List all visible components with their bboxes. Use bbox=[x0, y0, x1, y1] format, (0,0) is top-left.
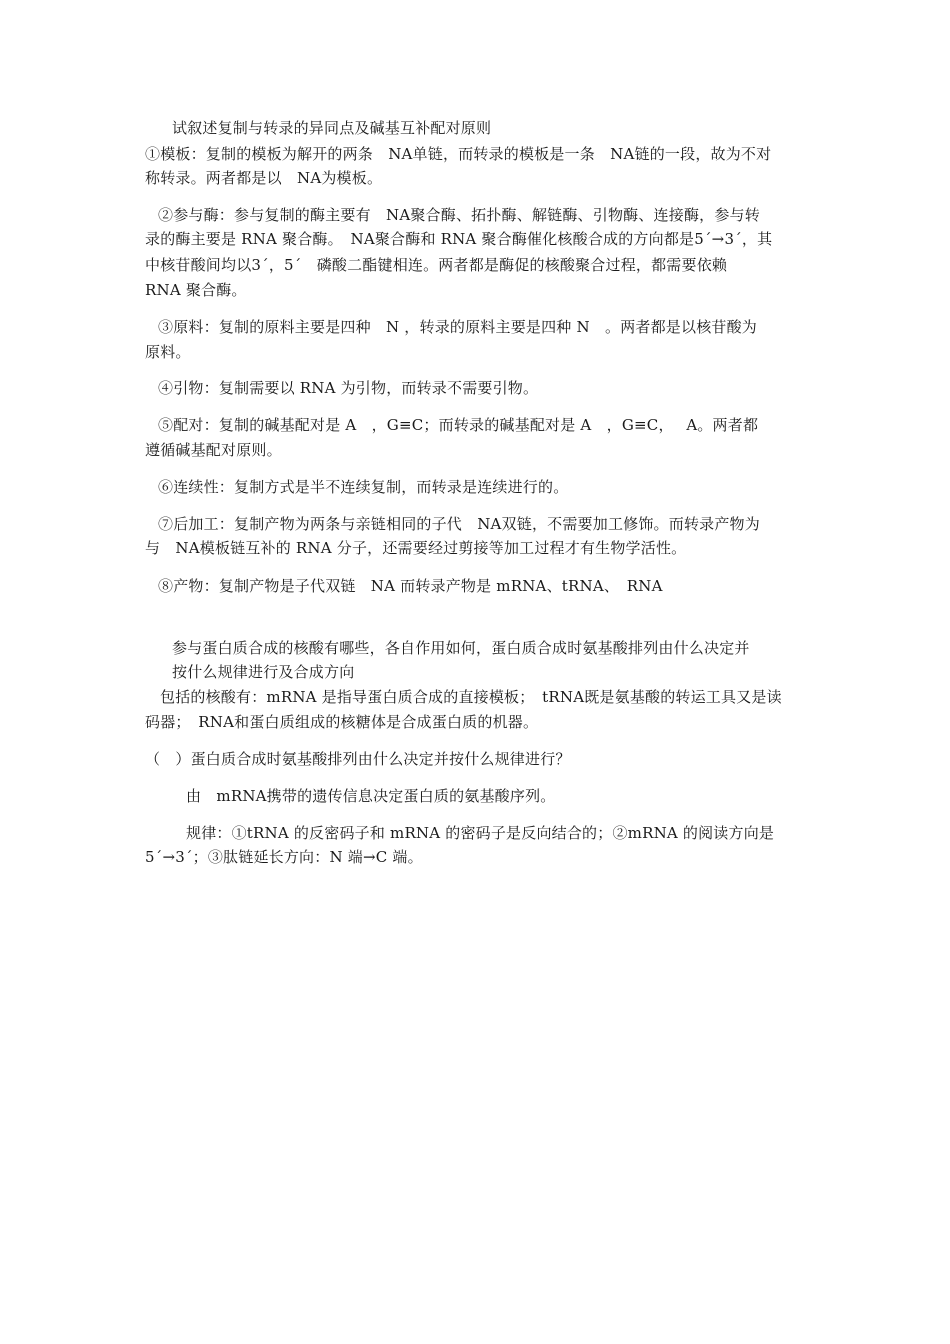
para-enzymes-line3: 中核苷酸间均以3ˊ，5ˊ 磷酸二酯键相连。两者都是酶促的核酸聚合过程，都需要依赖 bbox=[145, 256, 728, 274]
answer-mrna-info: 由 mRNA携带的遗传信息决定蛋白质的氨基酸序列。 bbox=[186, 787, 556, 805]
para-nucleic-acids-line1: 包括的核酸有：mRNA 是指导蛋白质合成的直接模板； tRNA既是氨基酸的转运工具又是读 bbox=[160, 688, 782, 706]
section1-title: 试叙述复制与转录的异同点及碱基互补配对原则 bbox=[172, 119, 492, 137]
para-products: ⑧产物：复制产物是子代双链 NA 而转录产物是 mRNA、tRNA、 RNA bbox=[158, 577, 663, 595]
question-amino-acid-order: （ ）蛋白质合成时氨基酸排列由什么决定并按什么规律进行？ bbox=[145, 750, 571, 768]
para-continuity: ⑥连续性：复制方式是半不连续复制，而转录是连续进行的。 bbox=[158, 478, 569, 496]
para-template-line2: 称转录。两者都是以 NA为模板。 bbox=[145, 169, 383, 187]
answer-rules-line2: 5ˊ→3ˊ；③肽链延长方向：N 端→C 端。 bbox=[145, 848, 423, 866]
para-pairing-line1: ⑤配对：复制的碱基配对是 A ，G≡C；而转录的碱基配对是 A ，G≡C， A。两者都 bbox=[158, 416, 759, 434]
para-pairing-line2: 遵循碱基配对原则。 bbox=[145, 441, 282, 459]
para-enzymes-line1: ②参与酶：参与复制的酶主要有 NA聚合酶、拓扑酶、解链酶、引物酶、连接酶，参与转 bbox=[158, 206, 760, 224]
para-nucleic-acids-line2: 码器； RNA和蛋白质组成的核糖体是合成蛋白质的机器。 bbox=[145, 713, 539, 731]
para-enzymes-line4: RNA 聚合酶。 bbox=[145, 281, 247, 299]
para-materials-line2: 原料。 bbox=[145, 343, 191, 361]
para-materials-line1: ③原料：复制的原料主要是四种 N ，转录的原料主要是四种 N 。两者都是以核苷酸为 bbox=[158, 318, 757, 336]
para-primer: ④引物：复制需要以 RNA 为引物，而转录不需要引物。 bbox=[158, 379, 539, 397]
para-processing-line1: ⑦后加工：复制产物为两条与亲链相同的子代 NA双链，不需要加工修饰。而转录产物为 bbox=[158, 515, 760, 533]
answer-rules-line1: 规律：①tRNA 的反密码子和 mRNA 的密码子是反向结合的；②mRNA 的阅读方向是 bbox=[186, 824, 775, 842]
section2-title-line2: 按什么规律进行及合成方向 bbox=[172, 663, 355, 681]
para-processing-line2: 与 NA模板链互补的 RNA 分子，还需要经过剪接等加工过程才有生物学活性。 bbox=[145, 539, 687, 557]
para-template-line1: ①模板：复制的模板为解开的两条 NA单链，而转录的模板是一条 NA链的一段，故为不对 bbox=[145, 145, 772, 163]
para-enzymes-line2: 录的酶主要是 RNA 聚合酶。 NA聚合酶和 RNA 聚合酶催化核酸合成的方向都是5ˊ→3ˊ，其 bbox=[145, 230, 773, 248]
section2-title-line1: 参与蛋白质合成的核酸有哪些，各自作用如何，蛋白质合成时氨基酸排列由什么决定并 bbox=[172, 639, 750, 657]
